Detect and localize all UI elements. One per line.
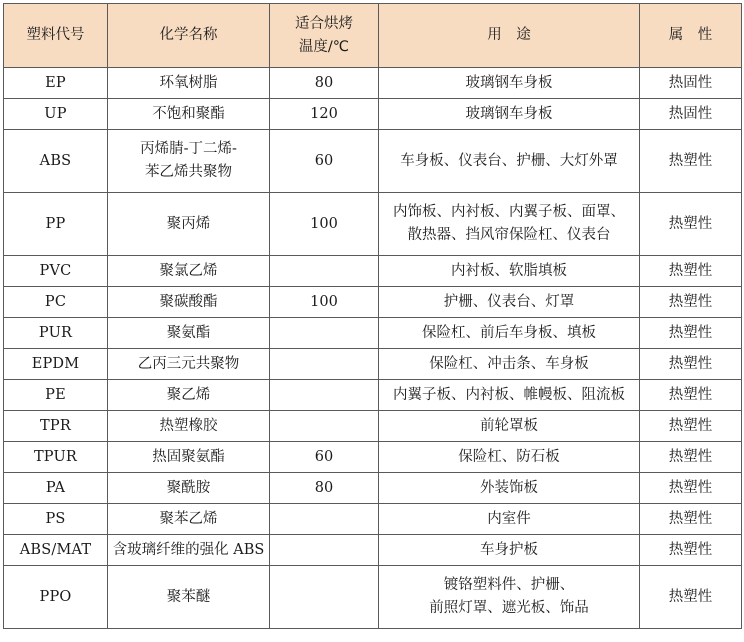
cell-text: PVC bbox=[39, 262, 72, 279]
cell-text: 60 bbox=[314, 152, 334, 169]
cell-text: PP bbox=[45, 215, 66, 232]
temp-cell bbox=[270, 473, 379, 504]
use-cell bbox=[379, 287, 640, 318]
cell-text: 护栅、仪表台、灯罩 bbox=[443, 293, 575, 310]
name-cell bbox=[108, 130, 270, 193]
cell-text: 热塑性 bbox=[668, 479, 713, 496]
attr-cell bbox=[640, 566, 742, 629]
cell-text: PE bbox=[45, 386, 66, 403]
cell-text: PPO bbox=[39, 588, 72, 605]
header-attr bbox=[640, 4, 742, 68]
cell-text: 含玻璃纤维的强化 ABS bbox=[112, 541, 265, 558]
cell-text: ABS/MAT bbox=[19, 541, 92, 558]
cell-text: EP bbox=[45, 74, 66, 91]
cell-text: EPDM bbox=[31, 355, 80, 372]
cell-text: 内翼子板、内衬板、帷幔板、阻流板 bbox=[393, 386, 625, 403]
table-body bbox=[4, 68, 742, 629]
attr-cell bbox=[640, 442, 742, 473]
table-row bbox=[4, 68, 742, 99]
cell-text: 丙烯腈-丁二烯- bbox=[140, 141, 237, 157]
header-code bbox=[4, 4, 108, 68]
attr-cell bbox=[640, 473, 742, 504]
cell-text: 聚苯乙烯 bbox=[159, 510, 218, 527]
cell-text: 热固聚氨酯 bbox=[152, 448, 225, 465]
cell-text: 聚苯醚 bbox=[166, 588, 211, 605]
name-cell bbox=[108, 442, 270, 473]
cell-text: 保险杠、冲击条、车身板 bbox=[429, 355, 589, 372]
plastics-table bbox=[3, 3, 742, 629]
attr-cell bbox=[640, 349, 742, 380]
code-cell bbox=[4, 504, 108, 535]
cell-text: TPR bbox=[40, 417, 71, 434]
use-cell bbox=[379, 68, 640, 99]
attr-cell bbox=[640, 318, 742, 349]
temp-cell bbox=[270, 287, 379, 318]
use-cell bbox=[379, 504, 640, 535]
cell-text: PS bbox=[45, 510, 66, 527]
cell-text: 热塑性 bbox=[668, 293, 713, 310]
table-row bbox=[4, 99, 742, 130]
attr-cell bbox=[640, 287, 742, 318]
cell-text: 玻璃钢车身板 bbox=[465, 74, 553, 91]
attr-cell bbox=[640, 535, 742, 566]
cell-text: 前轮罩板 bbox=[480, 417, 538, 434]
attr-cell bbox=[640, 380, 742, 411]
temp-cell bbox=[270, 193, 379, 256]
temp-cell bbox=[270, 566, 379, 629]
header-text: 用 途 bbox=[487, 27, 531, 43]
cell-text: 热塑性 bbox=[668, 510, 713, 527]
attr-cell bbox=[640, 99, 742, 130]
name-cell bbox=[108, 318, 270, 349]
use-cell bbox=[379, 535, 640, 566]
use-cell bbox=[379, 349, 640, 380]
use-cell bbox=[379, 99, 640, 130]
cell-text: 聚碳酸酯 bbox=[159, 293, 218, 310]
cell-text: UP bbox=[44, 105, 67, 122]
cell-text: 聚丙烯 bbox=[166, 215, 211, 232]
name-cell bbox=[108, 566, 270, 629]
name-cell bbox=[108, 411, 270, 442]
name-cell bbox=[108, 380, 270, 411]
cell-text: 聚乙烯 bbox=[166, 386, 211, 403]
code-cell bbox=[4, 318, 108, 349]
cell-text: 内饰板、内衬板、内翼子板、面罩、 bbox=[393, 204, 625, 220]
temp-cell bbox=[270, 256, 379, 287]
cell-text: 镀铬塑料件、护栅、 bbox=[443, 577, 575, 593]
cell-text: 80 bbox=[314, 479, 334, 496]
name-cell bbox=[108, 473, 270, 504]
cell-text: 玻璃钢车身板 bbox=[465, 105, 553, 122]
cell-text: 热塑性 bbox=[668, 417, 713, 434]
cell-text: 热塑性 bbox=[668, 588, 713, 605]
table-row bbox=[4, 411, 742, 442]
cell-text: 车身护板 bbox=[480, 541, 538, 558]
name-cell bbox=[108, 504, 270, 535]
cell-text: 内衬板、软脂填板 bbox=[451, 262, 567, 279]
attr-cell bbox=[640, 130, 742, 193]
code-cell bbox=[4, 411, 108, 442]
temp-cell bbox=[270, 411, 379, 442]
table-row bbox=[4, 566, 742, 629]
header-name bbox=[108, 4, 270, 68]
cell-text: 热塑性 bbox=[668, 262, 713, 279]
cell-text: 保险杠、前后车身板、填板 bbox=[422, 324, 596, 341]
cell-text: 散热器、挡风帘保险杠、仪表台 bbox=[407, 227, 611, 243]
code-cell bbox=[4, 349, 108, 380]
cell-text: 热塑性 bbox=[668, 448, 713, 465]
cell-text: 热塑性 bbox=[668, 215, 713, 232]
code-cell bbox=[4, 473, 108, 504]
cell-text: PC bbox=[44, 293, 67, 310]
code-cell bbox=[4, 256, 108, 287]
header-text: 适合烘烤 bbox=[295, 15, 353, 32]
code-cell bbox=[4, 99, 108, 130]
code-cell bbox=[4, 68, 108, 99]
table-row bbox=[4, 349, 742, 380]
name-cell bbox=[108, 256, 270, 287]
name-cell bbox=[108, 349, 270, 380]
name-cell bbox=[108, 535, 270, 566]
cell-text: 热塑性 bbox=[668, 324, 713, 341]
use-cell bbox=[379, 411, 640, 442]
table-row bbox=[4, 318, 742, 349]
cell-text: 热塑性 bbox=[668, 355, 713, 372]
use-cell bbox=[379, 130, 640, 193]
cell-text: 100 bbox=[310, 215, 338, 232]
name-cell bbox=[108, 99, 270, 130]
header-text: 化学名称 bbox=[159, 27, 218, 43]
header-text: 温度/℃ bbox=[298, 38, 350, 55]
cell-text: PUR bbox=[38, 324, 73, 341]
use-cell bbox=[379, 380, 640, 411]
name-cell bbox=[108, 287, 270, 318]
attr-cell bbox=[640, 193, 742, 256]
code-cell bbox=[4, 130, 108, 193]
cell-text: 聚氨酯 bbox=[166, 324, 211, 341]
cell-text: 车身板、仪表台、护栅、大灯外罩 bbox=[400, 152, 618, 169]
cell-text: TPUR bbox=[33, 448, 78, 465]
temp-cell bbox=[270, 130, 379, 193]
cell-text: 保险杠、防石板 bbox=[458, 448, 560, 465]
name-cell bbox=[108, 193, 270, 256]
use-cell bbox=[379, 566, 640, 629]
table-row bbox=[4, 380, 742, 411]
use-cell bbox=[379, 318, 640, 349]
attr-cell bbox=[640, 504, 742, 535]
header-use bbox=[379, 4, 640, 68]
attr-cell bbox=[640, 68, 742, 99]
code-cell bbox=[4, 380, 108, 411]
table-row bbox=[4, 504, 742, 535]
table-row bbox=[4, 535, 742, 566]
table-row bbox=[4, 473, 742, 504]
cell-text: 热塑性 bbox=[668, 386, 713, 403]
cell-text: 热塑性 bbox=[668, 541, 713, 558]
cell-text: 不饱和聚酯 bbox=[152, 105, 225, 122]
cell-text: 热固性 bbox=[668, 74, 713, 91]
cell-text: 120 bbox=[310, 105, 338, 122]
cell-text: 聚氯乙烯 bbox=[159, 262, 218, 279]
header-text: 塑料代号 bbox=[26, 27, 85, 43]
cell-text: 热固性 bbox=[668, 105, 713, 122]
cell-text: 外装饰板 bbox=[480, 479, 538, 496]
header-row bbox=[4, 4, 742, 68]
temp-cell bbox=[270, 99, 379, 130]
temp-cell bbox=[270, 349, 379, 380]
cell-text: ABS bbox=[39, 152, 72, 169]
attr-cell bbox=[640, 256, 742, 287]
cell-text: 乙丙三元共聚物 bbox=[137, 355, 240, 372]
name-cell bbox=[108, 68, 270, 99]
code-cell bbox=[4, 535, 108, 566]
cell-text: 100 bbox=[310, 293, 338, 310]
table-row bbox=[4, 442, 742, 473]
use-cell bbox=[379, 473, 640, 504]
use-cell bbox=[379, 193, 640, 256]
code-cell bbox=[4, 442, 108, 473]
table-row bbox=[4, 130, 742, 193]
temp-cell bbox=[270, 442, 379, 473]
cell-text: 聚酰胺 bbox=[166, 479, 211, 496]
temp-cell bbox=[270, 535, 379, 566]
table-row bbox=[4, 287, 742, 318]
cell-text: 内室件 bbox=[487, 510, 531, 527]
cell-text: 80 bbox=[314, 74, 334, 91]
use-cell bbox=[379, 442, 640, 473]
code-cell bbox=[4, 566, 108, 629]
temp-cell bbox=[270, 318, 379, 349]
cell-text: 热塑性 bbox=[668, 152, 713, 169]
temp-cell bbox=[270, 504, 379, 535]
temp-cell bbox=[270, 380, 379, 411]
table-row bbox=[4, 256, 742, 287]
header-text: 属 性 bbox=[668, 27, 713, 43]
attr-cell bbox=[640, 411, 742, 442]
cell-text: PA bbox=[45, 479, 66, 496]
temp-cell bbox=[270, 68, 379, 99]
cell-text: 环氧树脂 bbox=[159, 74, 218, 91]
code-cell bbox=[4, 193, 108, 256]
use-cell bbox=[379, 256, 640, 287]
cell-text: 60 bbox=[314, 448, 334, 465]
cell-text: 热塑橡胶 bbox=[159, 417, 218, 434]
header-temp bbox=[270, 4, 379, 68]
code-cell bbox=[4, 287, 108, 318]
cell-text: 前照灯罩、遮光板、饰品 bbox=[429, 600, 589, 616]
cell-text: 苯乙烯共聚物 bbox=[145, 164, 232, 180]
table-row bbox=[4, 193, 742, 256]
